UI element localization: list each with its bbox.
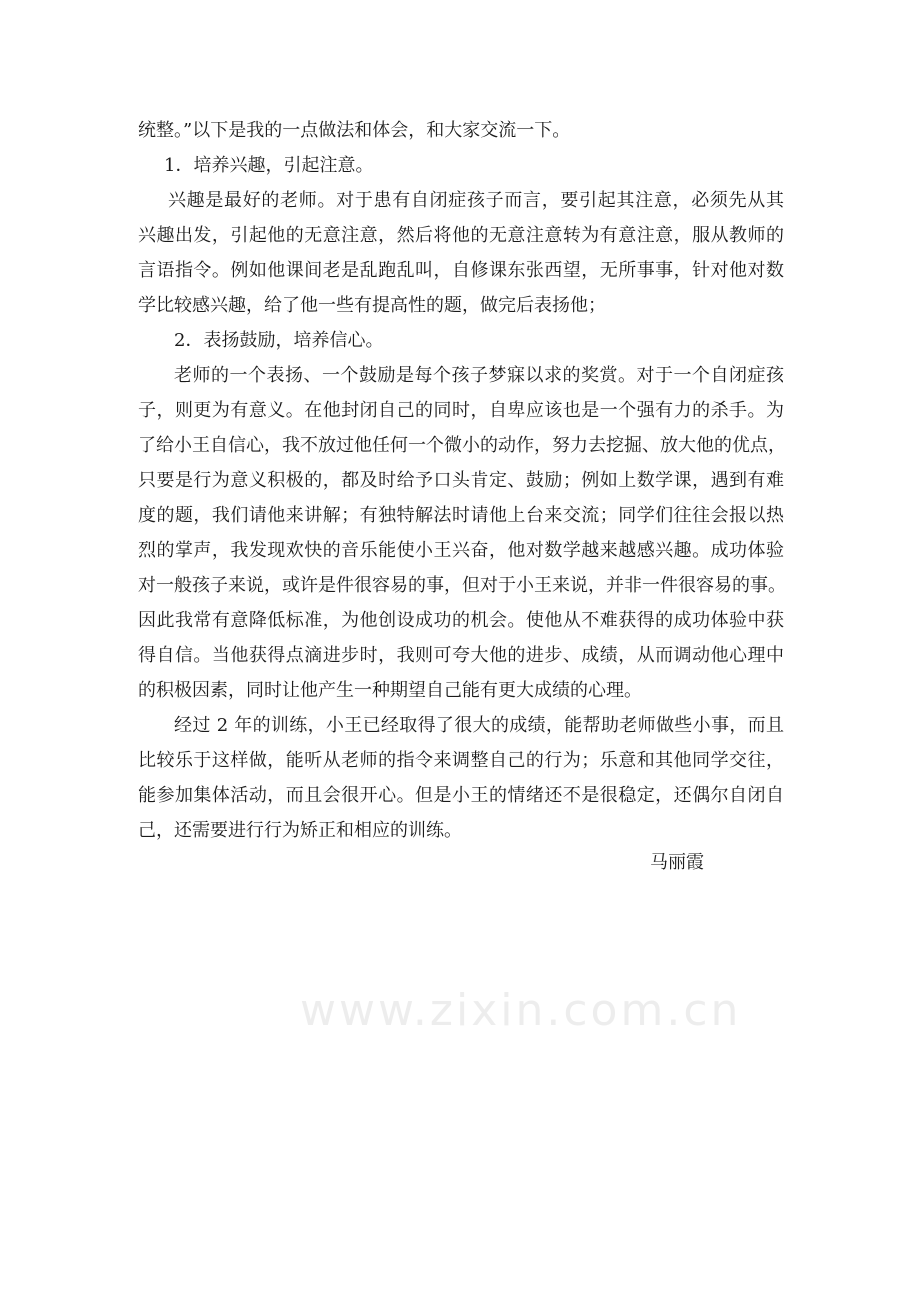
section2-line: 烈的掌声，我发现欢快的音乐能使小王兴奋，他对数学越来越感兴趣。成功体验 [138, 540, 784, 561]
document-body [138, 113, 784, 848]
section2-line: 老师的一个表扬、一个鼓励是每个孩子梦寐以求的奖赏。对于一个自闭症孩 [174, 365, 784, 386]
section2-line: 对一般孩子来说，或许是件很容易的事，但对于小王来说，并非一件很容易的事。 [138, 575, 786, 596]
section1-line: 兴趣是最好的老师。对于患有自闭症孩子而言，要引起其注意，必须先从其 [168, 190, 784, 211]
section1-heading: 1．培养兴趣，引起注意。 [164, 155, 374, 176]
section2-line: 子，则更为有意义。在他封闭自己的同时，自卑应该也是一个强有力的杀手。为 [138, 400, 784, 421]
section2-line: 度的题，我们请他来讲解；有独特解法时请他上台来交流；同学们往往会报以热 [138, 505, 784, 526]
section1-line: 兴趣出发，引起他的无意注意，然后将他的无意注意转为有意注意，服从教师的 [138, 225, 784, 246]
conclusion-line: 比较乐于这样做，能听从老师的指令来调整自己的行为；乐意和其他同学交往， [138, 750, 784, 771]
section2-heading: 2．表扬鼓励，培养信心。 [174, 330, 384, 351]
section2-line: 只要是行为意义积极的，都及时给予口头肯定、鼓励；例如上数学课，遇到有难 [138, 470, 784, 491]
section1-line: 学比较感兴趣，给了他一些有提高性的题，做完后表扬他； [138, 295, 606, 316]
conclusion-line: 经过 2 年的训练，小王已经取得了很大的成绩，能帮助老师做些小事，而且 [174, 715, 784, 736]
section2-line: 得自信。当他获得点滴进步时，我则可夸大他的进步、成绩，从而调动他心理中 [138, 645, 784, 666]
intro-line: 统整。”以下是我的一点做法和体会，和大家交流一下。 [138, 120, 571, 141]
author-signature: 马丽霞 [650, 852, 704, 873]
conclusion-line: 能参加集体活动，而且会很开心。但是小王的情绪还不是很稳定，还偶尔自闭自 [138, 785, 784, 806]
conclusion-line: 己，还需要进行行为矫正和相应的训练。 [138, 820, 462, 841]
section2-line: 因此我常有意降低标准，为他创设成功的机会。使他从不难获得的成功体验中获 [138, 610, 784, 631]
section2-line: 了给小王自信心，我不放过他任何一个微小的动作，努力去挖掘、放大他的优点， [138, 435, 786, 456]
section1-line: 言语指令。例如他课间老是乱跑乱叫，自修课东张西望，无所事事，针对他对数 [138, 260, 784, 281]
watermark: www.zixin.com.cn [300, 985, 742, 1036]
section2-line: 的积极因素，同时让他产生一种期望自己能有更大成绩的心理。 [138, 680, 642, 701]
